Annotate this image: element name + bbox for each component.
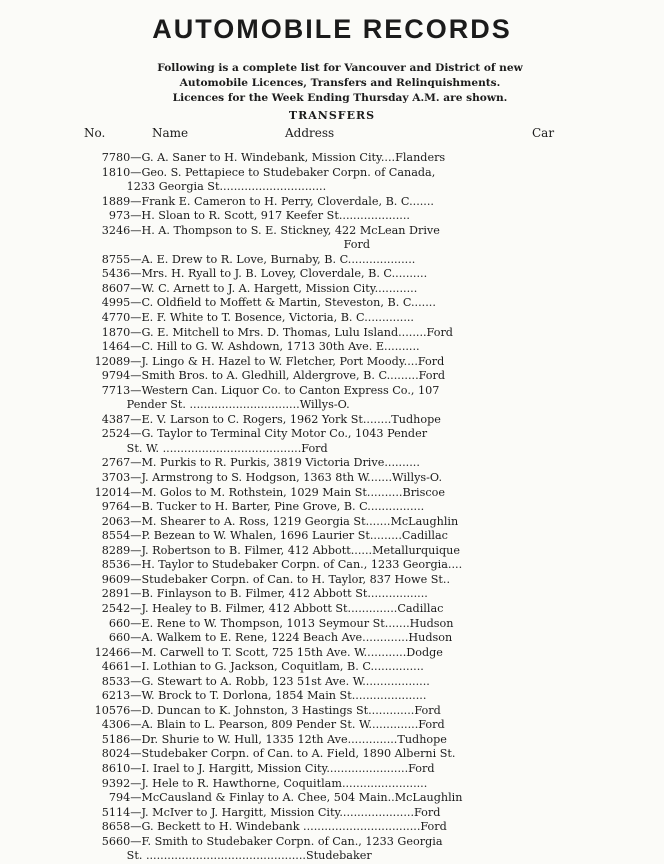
list-item: 1870—G. E. Mitchell to Mrs. D. Thomas, Lulu Island........Ford <box>84 325 453 339</box>
list-item: 1464—C. Hill to G. W. Ashdown, 1713 30th Ave. E.......... <box>84 340 420 354</box>
list-item: 2524—G. Taylor to Terminal City Motor Co., 1043 Pender <box>84 427 428 441</box>
header-address: Address <box>285 126 335 140</box>
list-item: 973—H. Sloan to R. Scott, 917 Keefer St.................... <box>84 209 410 223</box>
list-item: 8607—W. C. Arnett to J. A. Hargett, Mission City............ <box>84 281 418 295</box>
list-item: 12466—M. Carwell to T. Scott, 725 15th Ave. W............Dodge <box>84 645 443 659</box>
list-item: 6213—W. Brock to T. Dorlona, 1854 Main St..................... <box>84 689 427 703</box>
list-item: 9764—B. Tucker to H. Barter, Pine Grove, B. C................ <box>84 500 425 514</box>
list-item: 8536—H. Taylor to Studebaker Corpn. of Can., 1233 Georgia.... <box>84 558 463 572</box>
list-item: 7713—Western Can. Liquor Co. to Canton Express Co., 107 <box>84 383 440 397</box>
list-item: 4306—A. Blain to L. Pearson, 809 Pender St. W..............Ford <box>84 718 445 732</box>
list-item: 2063—M. Shearer to A. Ross, 1219 Georgia St.......McLaughlin <box>84 514 459 528</box>
list-item: 5186—Dr. Shurie to W. Hull, 1335 12th Ave..............Tudhope <box>84 732 447 746</box>
list-item: 1233 Georgia St.............................. <box>84 180 327 194</box>
intro-line: Licences for the Week Ending Thursday A.M. are shown. <box>172 92 508 105</box>
list-item: 8024—Studebaker Corpn. of Can. to A. Field, 1890 Alberni St. <box>84 747 456 761</box>
list-item: 4995—C. Oldfield to Moffett & Martin, Steveston, B. C....... <box>84 296 436 310</box>
list-item: 2542—J. Healey to B. Filmer, 412 Abbott St..............Cadillac <box>84 601 444 615</box>
list-item: 8533—G. Stewart to A. Robb, 123 51st Ave. W................... <box>84 674 430 688</box>
list-item: 4770—E. F. White to T. Bosence, Victoria, B. C.............. <box>84 311 414 325</box>
list-item: 8658—G. Beckett to H. Windebank .................................Ford <box>84 820 447 834</box>
list-item: Pender St. ...............................Willys-O. <box>84 398 350 412</box>
list-item: 1810—Geo. S. Pettapiece to Studebaker Corpn. of Canada, <box>84 165 436 179</box>
list-item: 9794—Smith Bros. to A. Gledhill, Aldergrove, B. C.........Ford <box>84 369 446 383</box>
header-car: Car <box>532 126 555 140</box>
intro-line: Following is a complete list for Vancouver and District of new <box>157 62 523 74</box>
list-item: St. .............................................Studebaker <box>84 849 372 863</box>
list-item: 12089—J. Lingo & H. Hazel to W. Fletcher, Port Moody....Ford <box>84 354 445 368</box>
list-item: Ford <box>84 238 370 252</box>
column-headers <box>0 126 664 142</box>
list-item: 5660—F. Smith to Studebaker Corpn. of Can., 1233 Georgia <box>84 834 443 848</box>
list-item: 1889—Frank E. Cameron to H. Perry, Cloverdale, B. C....... <box>84 194 434 208</box>
list-item: 4661—I. Lothian to G. Jackson, Coquitlam, B. C............... <box>84 660 424 674</box>
list-item: 5436—Mrs. H. Ryall to J. B. Lovey, Cloverdale, B. C.......... <box>84 267 428 281</box>
list-item: 7780—G. A. Saner to H. Windebank, Mission City....Flanders <box>84 151 446 164</box>
list-item: 2891—B. Finlayson to B. Filmer, 412 Abbott St................. <box>84 587 428 601</box>
list-item: 9392—J. Hele to R. Hawthorne, Coquitlam........................ <box>84 776 428 790</box>
list-item: 5114—J. McIver to J. Hargitt, Mission City.....................Ford <box>84 805 441 819</box>
list-item: 10576—D. Duncan to K. Johnston, 3 Hastings St.............Ford <box>84 703 441 717</box>
section-heading: TRANSFERS <box>288 109 376 122</box>
list-item: St. W. .......................................Ford <box>84 441 328 455</box>
list-item: 660—E. Rene to W. Thompson, 1013 Seymour St.......Hudson <box>84 616 454 630</box>
header-name: Name <box>152 126 189 140</box>
list-item: 8554—P. Bezean to W. Whalen, 1696 Laurier St.........Cadillac <box>84 529 448 543</box>
list-item: 8610—I. Irael to J. Hargitt, Mission City.......................Ford <box>84 761 435 775</box>
list-item: 2767—M. Purkis to R. Purkis, 3819 Victoria Drive.......... <box>84 456 420 470</box>
list-item: 3703—J. Armstrong to S. Hodgson, 1363 8th W.......Willys-O. <box>84 471 443 485</box>
intro-line: Automobile Licences, Transfers and Relinquishments. <box>179 77 501 90</box>
list-item: 8289—J. Robertson to B. Filmer, 412 Abbott......Metallurquique <box>84 543 460 557</box>
list-item: 9609—Studebaker Corpn. of Can. to H. Taylor, 837 Howe St.. <box>84 572 451 586</box>
list-item: 794—McCausland & Finlay to A. Chee, 504 Main..McLaughlin <box>84 791 463 805</box>
list-item: 3246—H. A. Thompson to S. E. Stickney, 422 McLean Drive <box>84 223 440 237</box>
list-item: 4387—E. V. Larson to C. Rogers, 1962 York St........Tudhope <box>84 412 441 426</box>
list-item: 12014—M. Golos to M. Rothstein, 1029 Main St..........Briscoe <box>84 485 445 499</box>
intro-paragraph <box>60 61 620 107</box>
records-list <box>84 151 584 864</box>
list-item: 660—A. Walkem to E. Rene, 1224 Beach Ave.............Hudson <box>84 631 453 645</box>
header-no: No. <box>84 126 106 140</box>
page-title: AUTOMOBILE RECORDS <box>152 14 512 44</box>
list-item: 8755—A. E. Drew to R. Love, Burnaby, B. C................... <box>84 252 416 266</box>
